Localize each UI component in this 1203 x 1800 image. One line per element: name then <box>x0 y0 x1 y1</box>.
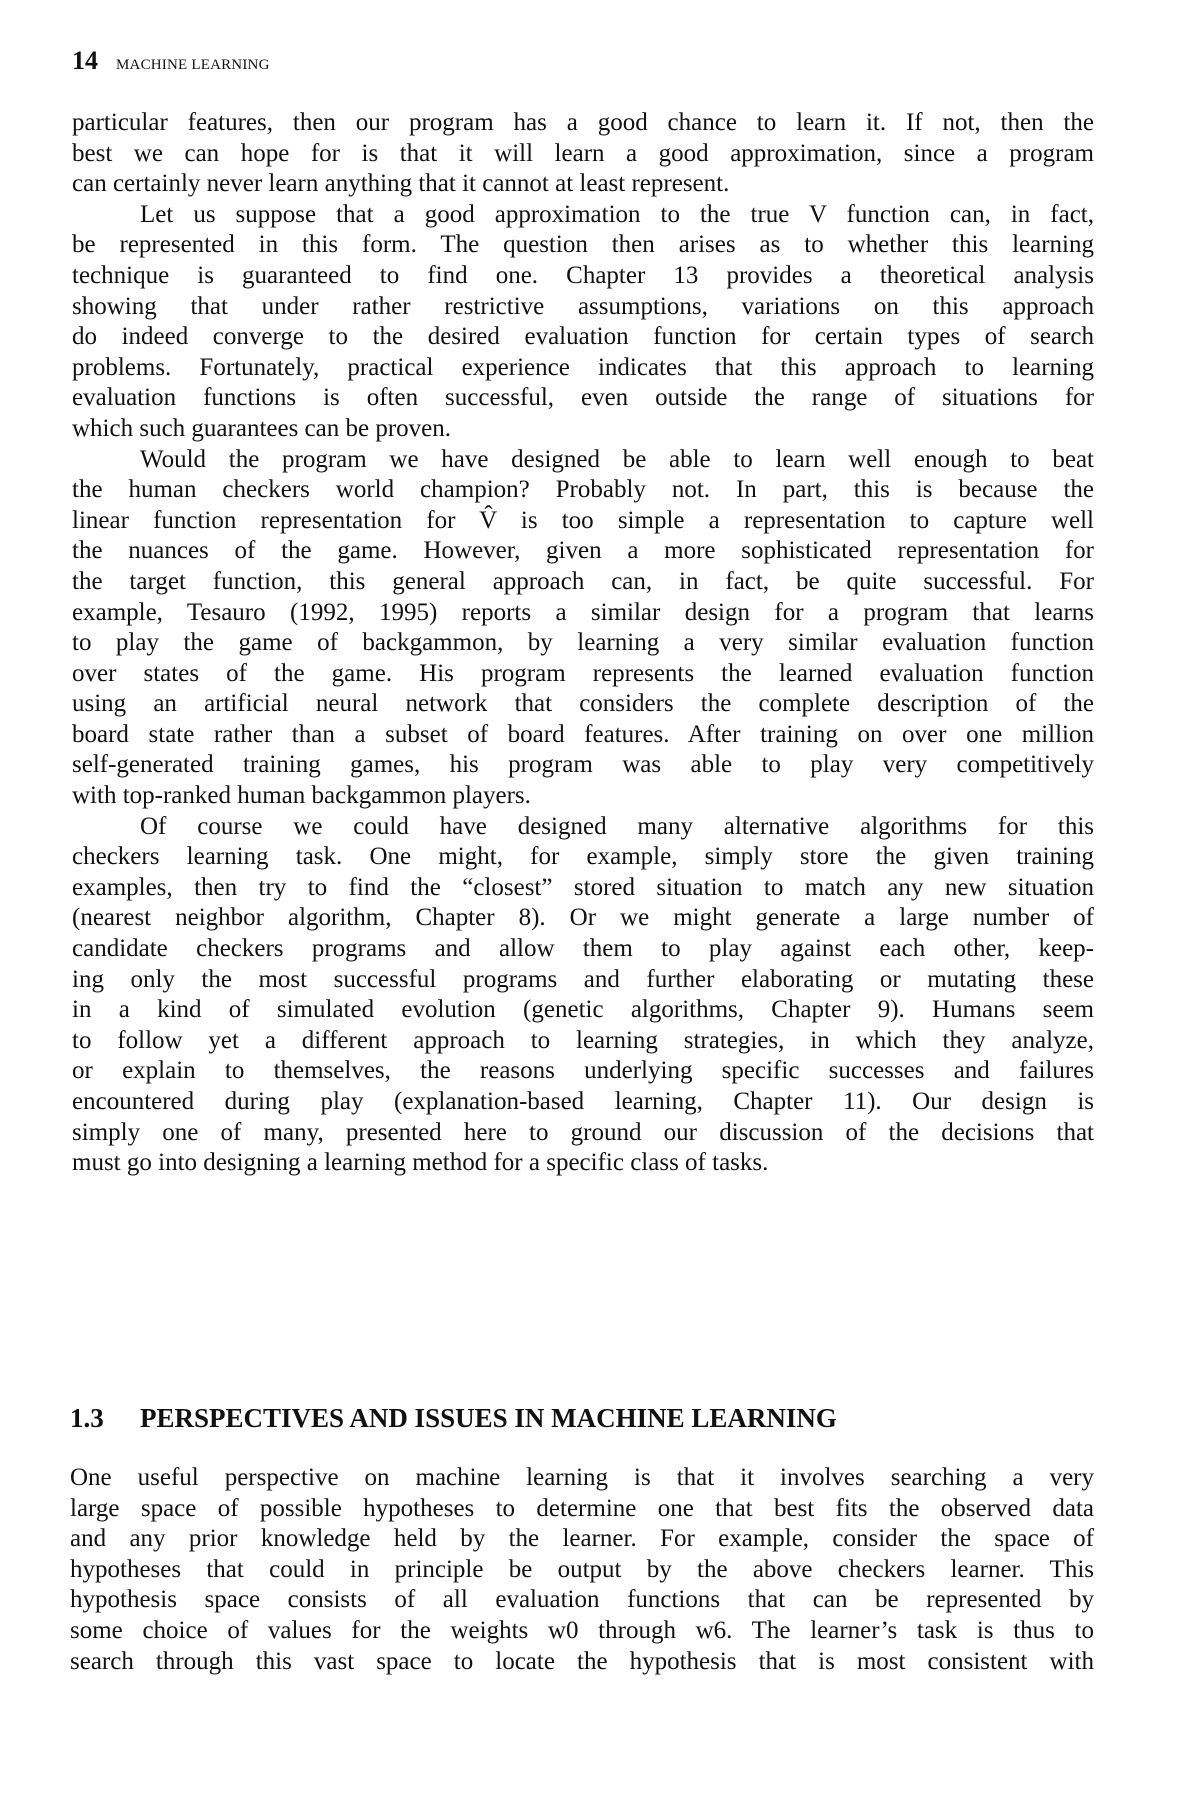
text-line: the target function, this general approach can, in fact, be quite successful. For <box>72 567 1094 595</box>
text-line: checkers learning task. One might, for example, simply store the given training <box>72 843 1094 871</box>
text-line: example, Tesauro (1992, 1995) reports a similar design for a program that learns <box>72 598 1094 626</box>
text-line: be represented in this form. The question then arises as to whether this learning <box>72 231 1094 259</box>
text-line: Would the program we have designed be able to learn well enough to beat <box>140 445 1094 473</box>
section-number: 1.3 <box>70 1403 104 1433</box>
text-line: do indeed converge to the desired evaluation function for certain types of search <box>72 323 1094 351</box>
text-line: evaluation functions is often successful, even outside the range of situations for <box>72 384 1094 412</box>
section-body <box>70 1463 1094 1677</box>
text-line: can certainly never learn anything that it cannot at least represent. <box>72 170 730 198</box>
text-line: simply one of many, presented here to ground our discussion of the decisions that <box>72 1118 1094 1146</box>
text-line: self-generated training games, his program was able to play very competitively <box>72 751 1094 779</box>
text-line: hypotheses that could in principle be output by the above checkers learner. This <box>70 1555 1094 1583</box>
text-line: to follow yet a different approach to learning strategies, in which they analyze, <box>72 1026 1094 1054</box>
section-title: PERSPECTIVES AND ISSUES IN MACHINE LEARNING <box>140 1403 837 1433</box>
text-line: ing only the most successful programs and further elaborating or mutating these <box>72 965 1094 993</box>
text-line: search through this vast space to locate the hypothesis that is most consistent with <box>70 1647 1094 1675</box>
text-line: best we can hope for is that it will learn a good approximation, since a program <box>72 139 1094 167</box>
text-line: Of course we could have designed many alternative algorithms for this <box>140 812 1094 840</box>
text-line: the human checkers world champion? Probably not. In part, this is because the <box>72 476 1094 504</box>
text-line: using an artificial neural network that considers the complete description of the <box>72 690 1094 718</box>
text-line: must go into designing a learning method for a specific class of tasks. <box>72 1149 769 1177</box>
text-line: candidate checkers programs and allow them to play against each other, keep- <box>72 935 1094 963</box>
text-line: encountered during play (explanation-based learning, Chapter 11). Our design is <box>72 1088 1094 1115</box>
text-line: One useful perspective on machine learning is that it involves searching a very <box>70 1464 1094 1491</box>
text-line: (nearest neighbor algorithm, Chapter 8). Or we might generate a large number of <box>72 904 1094 932</box>
text-line: hypothesis space consists of all evaluation functions that can be represented by <box>70 1586 1094 1614</box>
running-head <box>72 46 270 86</box>
text-line: with top-ranked human backgammon players. <box>72 782 531 810</box>
text-line: to play the game of backgammon, by learning a very similar evaluation function <box>72 629 1094 657</box>
text-line: board state rather than a subset of board features. After training on over one million <box>72 720 1094 748</box>
text-line: technique is guaranteed to find one. Chapter 13 provides a theoretical analysis <box>72 261 1094 289</box>
text-line: Let us suppose that a good approximation to the true V function can, in fact, <box>140 200 1094 228</box>
body-text <box>72 108 1094 1179</box>
text-line: showing that under rather restrictive assumptions, variations on this approach <box>72 292 1094 320</box>
running-head-title: MACHINE LEARNING <box>116 57 270 73</box>
text-line: linear function representation for V̂ is too simple a representation to capture well <box>72 506 1094 534</box>
text-line: in a kind of simulated evolution (genetic algorithms, Chapter 9). Humans seem <box>72 996 1094 1024</box>
text-line: examples, then try to find the “closest” stored situation to match any new situation <box>72 873 1094 901</box>
text-line: particular features, then our program has a good chance to learn it. If not, then the <box>72 109 1094 136</box>
text-line: the nuances of the game. However, given a more sophisticated representation for <box>72 537 1094 565</box>
page-number: 14 <box>72 46 98 75</box>
text-line: which such guarantees can be proven. <box>72 414 452 442</box>
text-line: and any prior knowledge held by the learner. For example, consider the space of <box>70 1525 1094 1553</box>
text-line: over states of the game. His program represents the learned evaluation function <box>72 659 1094 687</box>
text-line: large space of possible hypotheses to determine one that best fits the observed data <box>70 1494 1094 1522</box>
text-line: some choice of values for the weights w0 through w6. The learner’s task is thus to <box>70 1616 1094 1644</box>
text-line: problems. Fortunately, practical experience indicates that this approach to learning <box>72 353 1094 381</box>
section-heading <box>70 1403 837 1434</box>
text-line: or explain to themselves, the reasons underlying specific successes and failures <box>72 1057 1094 1085</box>
